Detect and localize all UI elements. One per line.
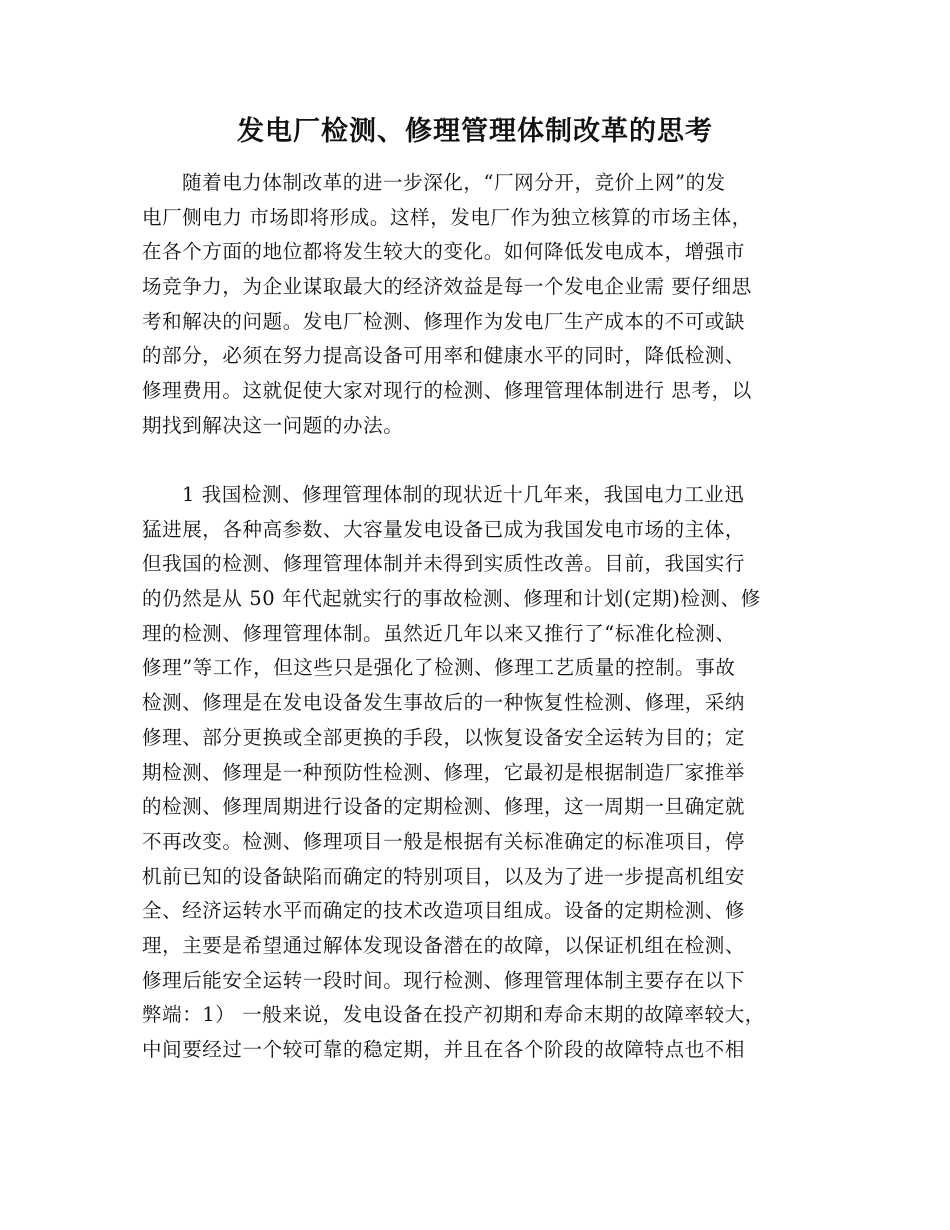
paragraph-line: 但我国的检测、修理管理体制并未得到实质性改善。目前，我国实行 [142, 552, 746, 576]
paragraph-line: 全、经济运转水平而确定的技术改造项目组成。设备的定期检测、修 [142, 899, 746, 923]
paragraph-line: 修理后能安全运转一段时间。现行检测、修理管理体制主要存在以下 [142, 968, 746, 992]
paragraph-line: 的仍然是从 50 年代起就实行的事故检测、修理和计划(定期)检测、修 [142, 587, 761, 611]
paragraph-line: 1 我国检测、修理管理体制的现状近十几年来，我国电力工业迅 [182, 483, 745, 506]
paragraph-line: 弊端：1） 一般来说，发电设备在投产初期和寿命末期的故障率较大， [142, 1003, 765, 1027]
paragraph-line: 的部分，必须在努力提高设备可用率和健康水平的同时，降低检测、 [142, 344, 746, 368]
paragraph-line: 期检测、修理是一种预防性检测、修理，它最初是根据制造厂家推举 [142, 760, 746, 784]
paragraph-line: 的检测、修理周期进行设备的定期检测、修理，这一周期一旦确定就 [142, 795, 746, 819]
paragraph-line: 理的检测、修理管理体制。虽然近几年以来又推行了“标准化检测、 [142, 621, 736, 645]
paragraph-line: 场竞争力，为企业谋取最大的经济效益是每一个发电企业需 要仔细思 [142, 275, 752, 299]
paragraph-line: 电厂侧电力 市场即将形成。这样，发电厂作为独立核算的市场主体， [142, 205, 752, 229]
paragraph-line: 不再改变。检测、修理项目一般是根据有关标准确定的标准项目，停 [142, 829, 746, 853]
paragraph-line: 理，主要是希望通过解体发现设备潜在的故障，以保证机组在检测、 [142, 933, 746, 957]
paragraph-line: 机前已知的设备缺陷而确定的特别项目，以及为了进一步提高机组安 [142, 864, 746, 888]
paragraph-line: 中间要经过一个较可靠的稳定期，并且在各个阶段的故障特点也不相 [142, 1038, 746, 1061]
paragraph-line: 在各个方面的地位都将发生较大的变化。如何降低发电成本，增强市 [142, 240, 746, 264]
paragraph-line: 修理费用。这就促使大家对现行的检测、修理管理体制进行 思考，以 [142, 379, 752, 403]
paragraph-line: 猛进展，各种高参数、大容量发电设备已成为我国发电市场的主体， [142, 517, 746, 541]
paragraph-intro [142, 166, 814, 444]
paragraph-line: 修理”等工作，但这些只是强化了检测、修理工艺质量的控制。事故 [142, 656, 736, 680]
paragraph-line: 随着电力体制改革的进一步深化，“厂网分开，竞价上网”的发 [182, 171, 726, 194]
paragraph-line: 考和解决的问题。发电厂检测、修理作为发电厂生产成本的不可或缺 [142, 309, 746, 333]
paragraph-line: 修理、部分更换或全部更换的手段，以恢复设备安全运转为目的；定 [142, 725, 746, 749]
paragraph-line: 期找到解决这一问题的办法。 [142, 413, 404, 437]
document-title: 发电厂检测、修理管理体制改革的思考 [237, 116, 713, 147]
paragraph-section-1 [142, 478, 814, 1068]
paragraph-line: 检测、修理是在发电设备发生事故后的一种恢复性检测、修理，采纳 [142, 691, 746, 715]
